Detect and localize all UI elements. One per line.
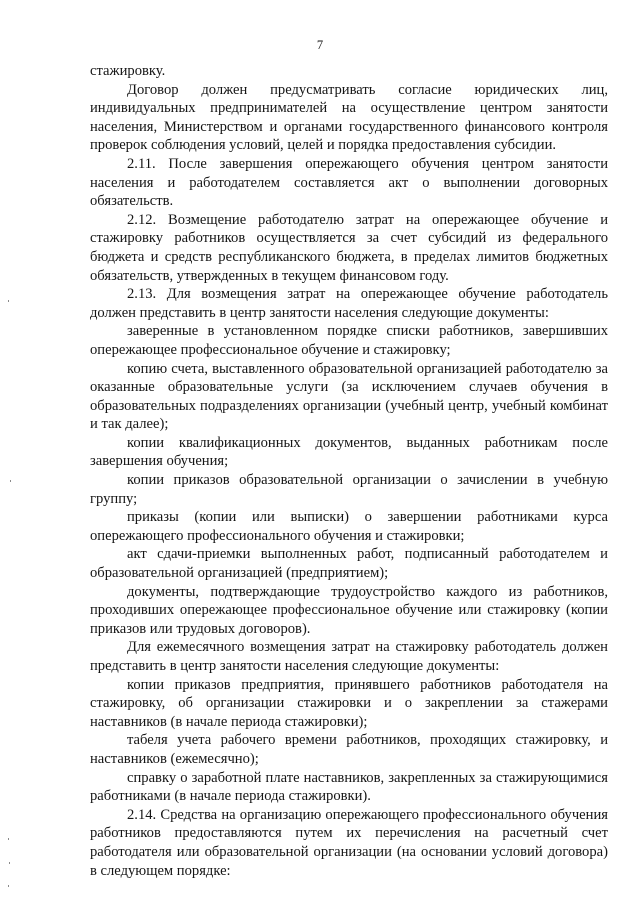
paragraph: Договор должен предусматривать согласие юридических лиц, индивидуальных предпринимателей на осуществление центром занятости населения, Министерством и органами государственного финансового контроля проверок соблюдения условий, целей и порядка предоставления субсидии.	[90, 81, 608, 154]
paragraph: приказы (копии или выписки) о завершении работниками курса опережающего профессионального обучения и стажировки;	[90, 509, 608, 544]
paragraph: документы, подтверждающие трудоустройство каждого из работников, проходивших опережающее профессиональное обучение или стажировку (копии приказов или трудовых договоров).	[90, 583, 608, 637]
paragraph: копии приказов предприятия, принявшего работников работодателя на стажировку, об организации стажировки и о закреплении за стажерами наставников (в начале периода стажировки);	[90, 676, 608, 730]
paragraph: 2.11. После завершения опережающего обучения центром занятости населения и работодателем составляется акт о выполнении договорных обязательств.	[90, 155, 608, 210]
scan-speck	[10, 480, 11, 482]
paragraph: табеля учета рабочего времени работников, проходящих стажировку, и наставников (ежемесячно);	[90, 732, 608, 767]
paragraph: копии квалификационных документов, выданных работникам после завершения обучения;	[90, 434, 608, 470]
page-number: 7	[316, 38, 324, 52]
scan-speck	[8, 885, 9, 887]
paragraph: 2.12. Возмещение работодателю затрат на опережающее обучение и стажировку работников осуществляется за счет субсидий из федерального бюджета и средств республиканского бюджета, в пределах лимитов бюджетных обязательств, утвержденных в текущем финансовом году.	[90, 211, 608, 284]
paragraph: Для ежемесячного возмещения затрат на стажировку работодатель должен представить в центр занятости населения следующие документы:	[90, 639, 608, 674]
paragraph: 2.13. Для возмещения затрат на опережающее обучение работодатель должен представить в центр занятости населения следующие документы:	[90, 286, 608, 321]
paragraph: копии приказов образовательной организации о зачислении в учебную группу;	[90, 472, 608, 507]
scan-speck	[9, 862, 10, 864]
paragraph: 2.14. Средства на организацию опережающего профессионального обучения работников предоставляются путем их перечисления на расчетный счет работодателя или образовательной организации (на основании условий договора) в следующем порядке:	[90, 806, 608, 879]
scan-speck	[8, 838, 9, 840]
paragraph: копию счета, выставленного образовательной организацией работодателю за оказанные образовательные услуги (за исключением случаев обучения в образовательных подразделениях организации (учебный центр, учебный комбинат и так далее);	[90, 360, 608, 433]
document-body	[90, 62, 608, 880]
paragraph: справку о заработной плате наставников, закрепленных за стажирующимися работниками (в начале периода стажировки).	[90, 769, 608, 805]
scan-speck	[8, 300, 9, 302]
paragraph: акт сдачи-приемки выполненных работ, подписанный работодателем и образовательной организацией (предприятием);	[90, 546, 608, 582]
paragraph: стажировку.	[90, 63, 166, 79]
paragraph: заверенные в установленном порядке списки работников, завершивших опережающее профессиональное обучение и стажировку;	[90, 323, 608, 358]
